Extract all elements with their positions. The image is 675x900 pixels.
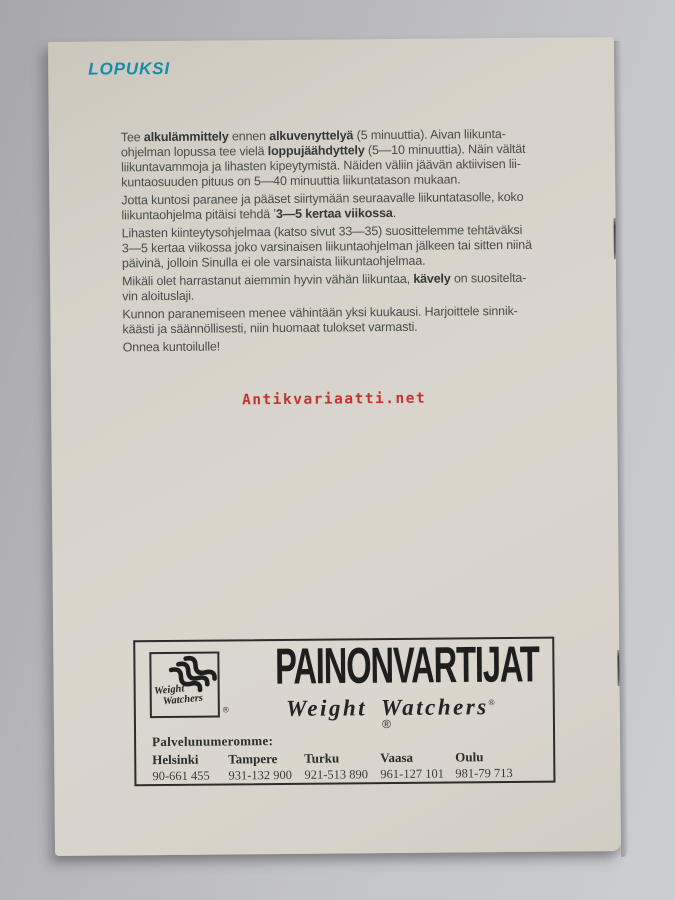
phone-column xyxy=(380,749,455,782)
registered-mark: ® xyxy=(222,705,229,715)
paragraph: Tee alkulämmittely ennen alkuvenyttelyä (5 minuuttia). Aivan liikunta- ohjelman lopussa tee vielä loppujäähdyttely (5—10 minuuttia). Näin vältät liikuntavammoja ja lihasten kipeytymistä. Näiden väliin jäävän aktiivisen lii- kuntaosuuden pituus on 5—40 minuuttia liikuntatason mukaan. xyxy=(120,127,526,190)
brand-name-fi: PAINONVARTIJAT xyxy=(274,636,539,696)
publisher-box xyxy=(133,637,555,787)
phone-column xyxy=(304,750,380,783)
watermark: Antikvariaatti.net xyxy=(241,390,427,409)
phone-column xyxy=(455,749,513,781)
phone-city: Helsinki xyxy=(152,751,199,768)
phone-city: Oulu xyxy=(455,749,484,765)
phone-city: Turku xyxy=(304,750,340,766)
registered-mark: ® xyxy=(488,698,495,708)
body-paragraphs xyxy=(121,126,573,358)
brand-block xyxy=(233,636,547,732)
phone-number: 961-127 101 xyxy=(380,766,445,782)
paragraph: Lihasten kiinteytysohjelmaa (katso sivut 33—35) suosittelemme tehtäväksi 3—5 kertaa viikossa joko varsinaisen liikuntaohjelman jälkeen tai sitten niinä päivinä, jolloin Sinulla ei ole varsinaista liikuntaohjelmaa. xyxy=(121,222,532,271)
registered-mark: ® xyxy=(381,717,391,732)
paragraph: Mikäli olet harrastanut aiemmin hyvin vähän liikuntaa, kävely on suositelta- vin aloituslaji. xyxy=(122,270,527,304)
phone-number: 981-79 713 xyxy=(455,765,513,781)
phone-number: 931-132 900 xyxy=(228,767,293,783)
brand-name-en-row xyxy=(234,694,547,723)
phone-number: 921-513 890 xyxy=(304,767,369,782)
logo-script-text: Weight Watchers xyxy=(153,683,204,709)
phone-number: 90-661 455 xyxy=(152,768,210,784)
paragraph: Onnea kuntoilulle! xyxy=(122,339,221,355)
page-title: LOPUKSI xyxy=(88,58,171,79)
booklet-page xyxy=(48,37,621,856)
phone-column xyxy=(152,751,228,784)
staple-icon xyxy=(614,218,616,259)
phone-city: Tampere xyxy=(228,751,278,767)
phones-label: Palvelunumeromme: xyxy=(152,733,274,750)
weight-watchers-logo xyxy=(149,652,220,719)
phone-columns xyxy=(152,749,549,784)
paragraph: Jotta kuntosi paranee ja pääset siirtymään seuraavalle liikuntatasolle, koko liikuntaohjelma pitäisi tehdä ʼ3—5 kertaa viikossa. xyxy=(121,189,524,223)
paragraph: Kunnon paranemiseen menee vähintään yksi kuukausi. Harjoittele sinnik- käästi ja säännöllisesti, niin huomaat tulokset varmasti. xyxy=(122,303,518,337)
staple-icon xyxy=(617,650,619,686)
phone-column xyxy=(228,751,304,784)
brand-name-en: Weight Watchers xyxy=(285,694,489,721)
phone-city: Vaasa xyxy=(380,749,414,766)
